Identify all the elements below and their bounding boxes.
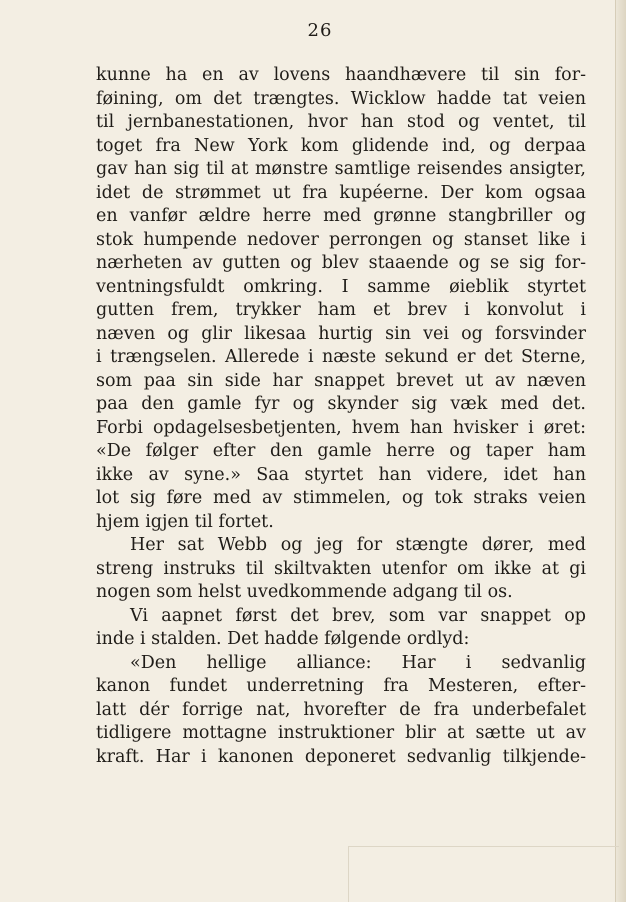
text-line: hjem igjen til fortet. — [96, 511, 274, 532]
text-line: Her sat Webb og jeg for stængte dører, med — [130, 535, 586, 555]
text-line: som paa sin side har snappet brevet ut av næven — [96, 370, 586, 391]
text-line: nogen som helst uvedkommende adgang til os. — [96, 582, 513, 602]
text-line: Forbi opdagelsesbetjenten, hvem han hvisker i øret: — [96, 417, 586, 438]
text-line: kraft. Har i kanonen deponeret sedvanlig tilkjende- — [96, 746, 586, 767]
text-line: næven og glir likesaa hurtig sin vei og forsvinder — [96, 323, 586, 344]
text-line: Vi aapnet først det brev, som var snappet op — [130, 605, 586, 626]
text-line: latt dér forrige nat, hvorefter de fra underbefalet — [96, 699, 586, 720]
text-line: føining, om det trængtes. Wicklow hadde tat veien — [96, 88, 586, 109]
text-line: «Den hellige alliance: Har i sedvanlig — [130, 652, 586, 673]
text-line: tidligere mottagne instruktioner blir at sætte ut av — [96, 723, 586, 743]
text-line: kanon fundet underretning fra Mesteren, efter- — [96, 676, 586, 696]
text-line: lot sig føre med av stimmelen, og tok straks veien — [96, 488, 586, 508]
text-line: toget fra New York kom glidende ind, og derpaa — [96, 135, 586, 156]
page-edge — [615, 0, 626, 902]
text-line: gav han sig til at mønstre samtlige reisendes ansigter, — [96, 159, 586, 179]
text-line: paa den gamle fyr og skynder sig væk med det. — [96, 394, 586, 414]
text-line: inde i stalden. Det hadde følgende ordlyd: — [96, 629, 470, 649]
text-line: «De følger efter den gamle herre og taper ham — [96, 441, 586, 461]
text-line: ikke av syne.» Saa styrtet han videre, idet han — [96, 464, 586, 485]
text-line: i trængselen. Allerede i næste sekund er det Sterne, — [96, 347, 586, 367]
body-text — [96, 64, 586, 769]
text-line: kunne ha en av lovens haandhævere til sin for- — [96, 65, 586, 85]
text-line: nærheten av gutten og blev staaende og se sig for- — [96, 253, 586, 273]
text-line: en vanfør ældre herre med grønne stangbriller og — [96, 206, 586, 226]
text-line: ventningsfuldt omkring. I samme øieblik styrtet — [96, 276, 586, 297]
scan-corner-mark — [348, 846, 619, 902]
text-line: til jernbanestationen, hvor han stod og ventet, til — [96, 112, 586, 132]
text-line: gutten frem, trykker ham et brev i konvolut i — [96, 300, 586, 320]
text-line: stok humpende nedover perrongen og stanset like i — [96, 229, 586, 250]
page-number: 26 — [307, 20, 333, 41]
text-line: idet de strømmet ut fra kupéerne. Der kom ogsaa — [96, 182, 586, 203]
text-line: streng instruks til skiltvakten utenfor om ikke at gi — [96, 558, 586, 579]
